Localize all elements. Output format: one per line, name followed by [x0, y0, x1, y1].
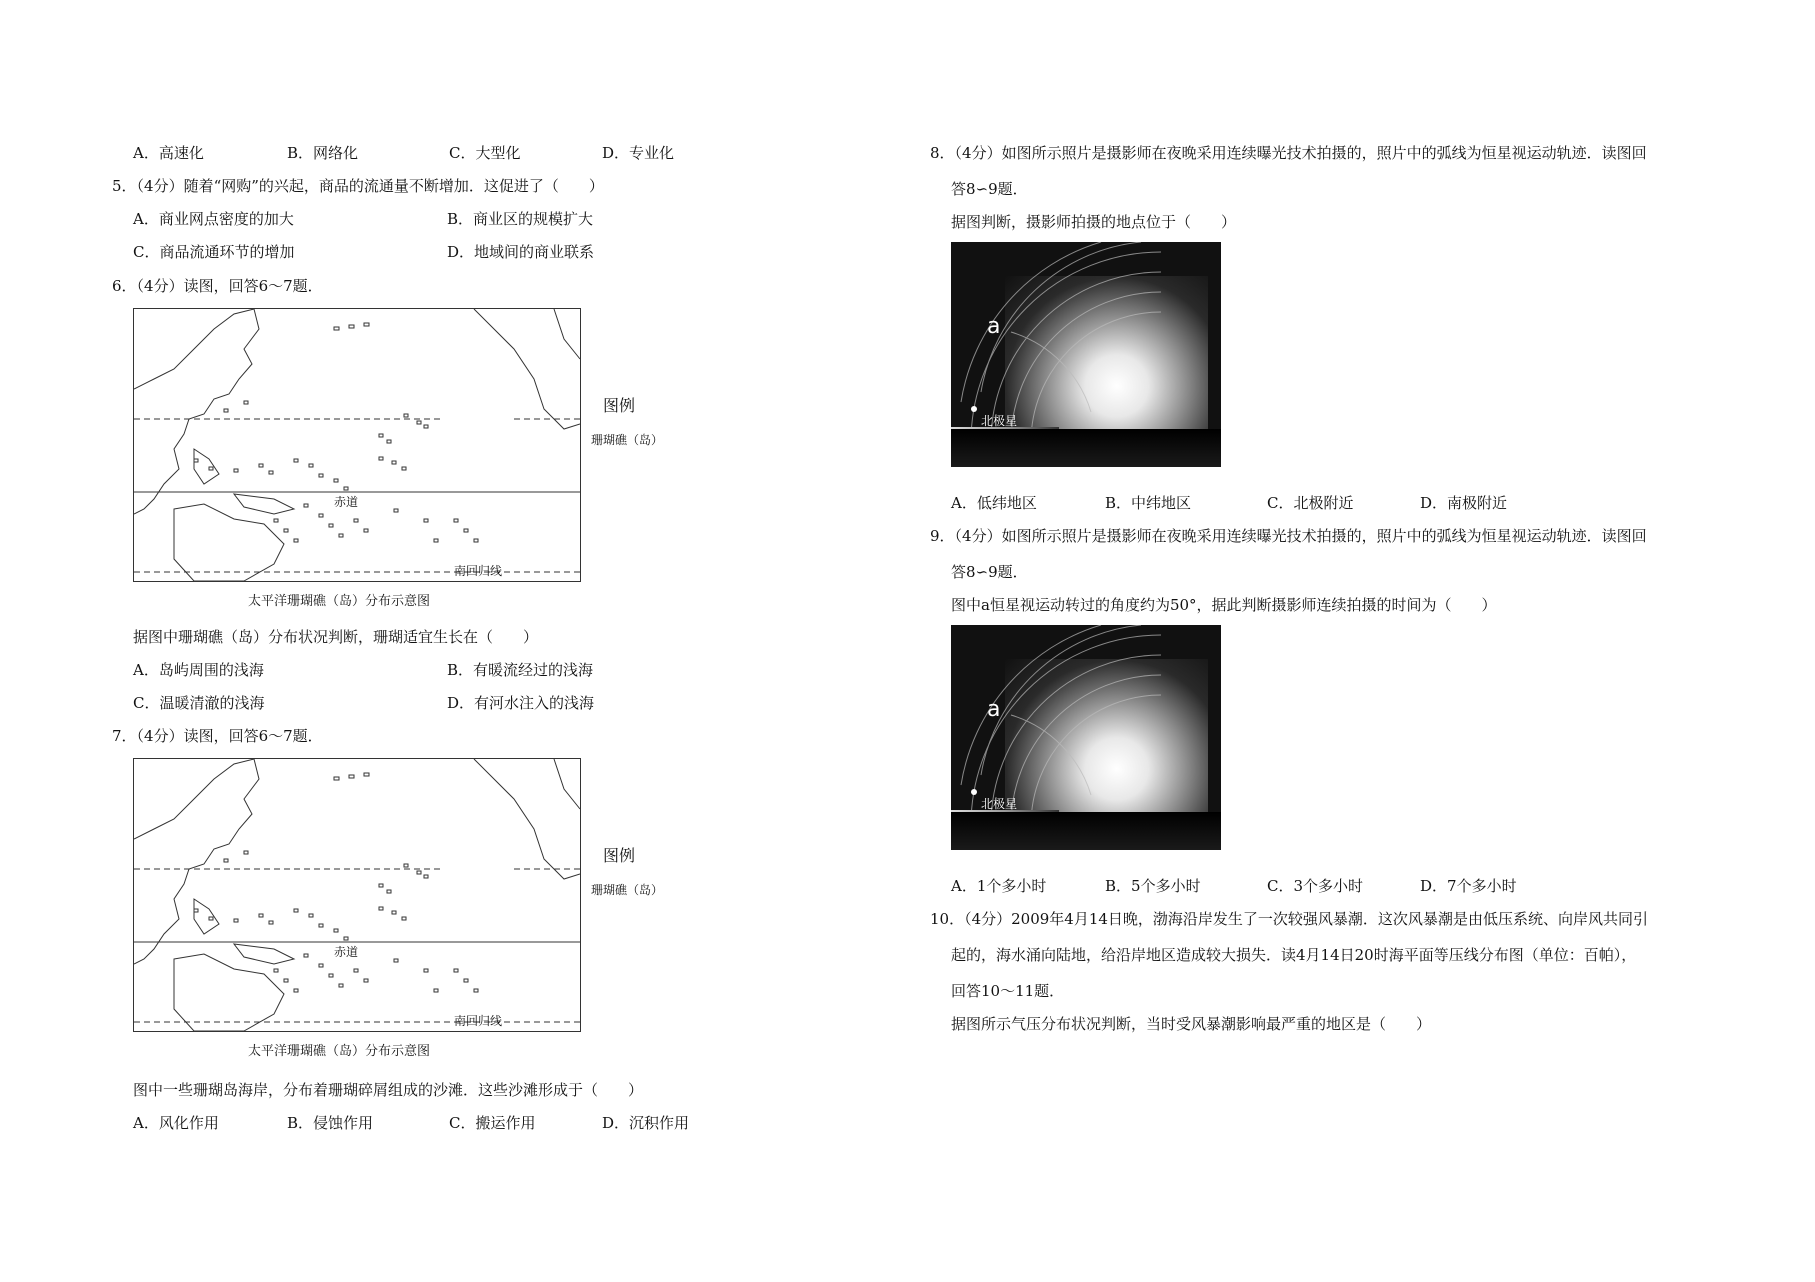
q9-option-c[interactable]: C．3个多小时 — [1267, 877, 1364, 895]
q6-label-tropic: 南回归线 — [454, 564, 503, 578]
q7-label-tropic: 南回归线 — [454, 1014, 503, 1028]
q10-question: 据图所示气压分布状况判断，当时受风暴潮影响最严重的地区是（ ） — [951, 1015, 1432, 1033]
q7-option-b[interactable]: B．侵蚀作用 — [287, 1114, 374, 1132]
q8-star-trail-photo — [951, 242, 1221, 467]
pacific-coral-map-drawing — [134, 309, 580, 581]
q8-photo-label-a: a — [987, 314, 1001, 339]
q8-photo-label-star: 北极星 — [981, 414, 1018, 428]
q4-option-a[interactable]: A．高速化 — [133, 144, 204, 162]
q7-option-a[interactable]: A．风化作用 — [133, 1114, 219, 1132]
q7-map-figure — [133, 758, 663, 1064]
q6-legend-item: 珊瑚礁（岛） — [591, 433, 664, 447]
q7-stem: 7．（4分）读图，回答6～7题． — [112, 727, 323, 745]
q9-photo-label-star: 北极星 — [981, 797, 1018, 811]
q7-legend-item: 珊瑚礁（岛） — [591, 883, 664, 897]
q6-map-caption: 太平洋珊瑚礁（岛）分布示意图 — [248, 594, 431, 609]
q5-option-a[interactable]: A．商业网点密度的加大 — [133, 210, 294, 228]
q9-option-a[interactable]: A．1个多小时 — [951, 877, 1047, 895]
q4-option-c[interactable]: C．大型化 — [449, 144, 521, 162]
q8-question: 据图判断，摄影师拍摄的地点位于（ ） — [951, 213, 1237, 231]
q6-label-equator: 赤道 — [334, 495, 359, 509]
q9-star-trail-photo — [951, 625, 1221, 850]
q5-option-c[interactable]: C．商品流通环节的增加 — [133, 243, 295, 261]
q9-stem-line2: 答8∽9题． — [951, 563, 1028, 581]
q8-option-d[interactable]: D．南极附近 — [1420, 494, 1508, 512]
q10-stem-line1: 10．（4分）2009年4月14日晚，渤海沿岸发生了一次较强风暴潮．这次风暴潮是由低压系统、向岸风共同引 — [930, 910, 1648, 928]
q8-option-b[interactable]: B．中纬地区 — [1105, 494, 1192, 512]
q9-question: 图中a恒星视运动转过的角度约为50°，据此判断摄影师连续拍摄的时间为（ ） — [951, 596, 1497, 614]
q7-legend-title: 图例 — [603, 846, 636, 865]
q8-stem-line2: 答8∽9题． — [951, 180, 1028, 198]
q4-option-d[interactable]: D．专业化 — [602, 144, 675, 162]
q6-option-c[interactable]: C．温暖清澈的浅海 — [133, 694, 265, 712]
pacific-coral-map-drawing — [134, 759, 580, 1031]
q7-question: 图中一些珊瑚岛海岸，分布着珊瑚碎屑组成的沙滩．这些沙滩形成于（ ） — [133, 1081, 644, 1099]
q9-option-d[interactable]: D．7个多小时 — [1420, 877, 1517, 895]
q9-photo-label-a: a — [987, 697, 1001, 722]
q8-option-c[interactable]: C．北极附近 — [1267, 494, 1354, 512]
q8-stem-line1: 8．（4分）如图所示照片是摄影师在夜晚采用连续曝光技术拍摄的，照片中的弧线为恒星视运动轨迹．读图回 — [930, 144, 1647, 162]
q7-option-c[interactable]: C．搬运作用 — [449, 1114, 536, 1132]
q10-stem-line3: 回答10～11题． — [951, 982, 1065, 1000]
q9-stem-line1: 9．（4分）如图所示照片是摄影师在夜晚采用连续曝光技术拍摄的，照片中的弧线为恒星视运动轨迹．读图回 — [930, 527, 1647, 545]
q8-option-a[interactable]: A．低纬地区 — [951, 494, 1037, 512]
ground-band — [951, 429, 1221, 467]
q7-map-caption: 太平洋珊瑚礁（岛）分布示意图 — [248, 1044, 431, 1059]
q7-label-equator: 赤道 — [334, 945, 359, 959]
q4-option-b[interactable]: B．网络化 — [287, 144, 359, 162]
q6-map-figure — [133, 308, 663, 614]
polaris-dot — [971, 789, 977, 795]
q7-option-d[interactable]: D．沉积作用 — [602, 1114, 690, 1132]
pacific-coral-map — [133, 308, 581, 582]
ground-band — [951, 812, 1221, 850]
q6-stem: 6．（4分）读图，回答6～7题． — [112, 277, 323, 295]
q6-legend-title: 图例 — [603, 396, 636, 415]
q10-stem-line2: 起的，海水涌向陆地，给沿岸地区造成较大损失．读4月14日20时海平面等压线分布图（单位：百帕）， — [951, 946, 1637, 964]
polaris-dot — [971, 406, 977, 412]
q6-option-a[interactable]: A．岛屿周围的浅海 — [133, 661, 264, 679]
pacific-coral-map — [133, 758, 581, 1032]
q9-option-b[interactable]: B．5个多小时 — [1105, 877, 1201, 895]
q5-option-b[interactable]: B．商业区的规模扩大 — [447, 210, 594, 228]
q6-option-d[interactable]: D．有河水注入的浅海 — [447, 694, 595, 712]
q5-option-d[interactable]: D．地域间的商业联系 — [447, 243, 595, 261]
q6-option-b[interactable]: B．有暖流经过的浅海 — [447, 661, 594, 679]
q6-question: 据图中珊瑚礁（岛）分布状况判断，珊瑚适宜生长在（ ） — [133, 628, 539, 646]
q5-stem: 5．（4分）随着“网购”的兴起，商品的流通量不断增加．这促进了（ ） — [112, 177, 604, 195]
